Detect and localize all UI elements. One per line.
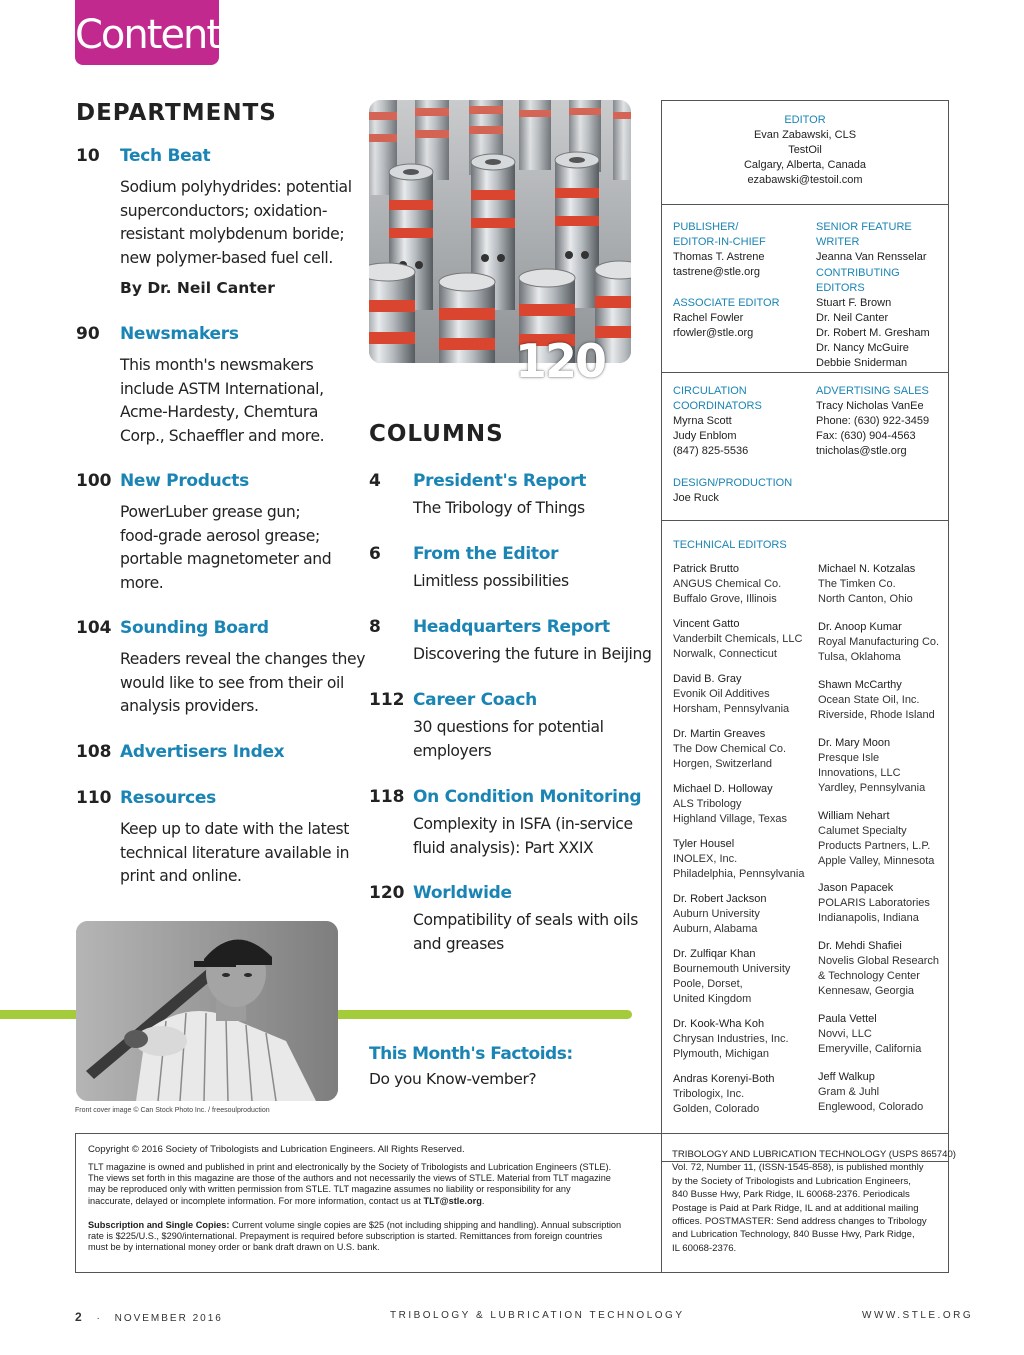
technical-editors-label: TECHNICAL EDITORS [673, 539, 787, 551]
baseball-player-illustration [76, 921, 338, 1101]
tech-editor: Paula Vettel Novvi, LLC Emeryville, California [818, 1013, 922, 1055]
masthead-associate-editor: ASSOCIATE EDITOR Rachel Fowler rfowler@stle.org [673, 297, 780, 339]
column-title-headquarters-report[interactable]: Headquarters Report [413, 617, 610, 637]
tech-editor: Shawn McCarthy Ocean State Oil, Inc. Riverside, Rhode Island [818, 679, 935, 721]
column-page-number: 120 [369, 883, 405, 903]
masthead-box [661, 100, 949, 1162]
column-desc: 30 questions for potential employers [413, 718, 604, 760]
masthead-contributing-editors: CONTRIBUTING EDITORS Stuart F. Brown Dr. Neil Canter Dr. Robert M. Gresham Dr. Nancy McGuire Debbie Sniderman [816, 267, 930, 369]
tech-editor: Michael N. Kotzalas The Timken Co. North Canton, Ohio [818, 563, 916, 605]
baseball-player-photo [76, 921, 338, 1101]
tech-editor: Jason Papacek POLARIS Laboratories Indianapolis, Indiana [818, 882, 930, 924]
column-page-number: 118 [369, 787, 405, 807]
dept-page-number: 104 [76, 618, 112, 638]
tech-editor: Dr. Zulfiqar Khan Bournemouth University Poole, Dorset, United Kingdom [673, 948, 791, 1005]
footer-separator: · [96, 1313, 102, 1324]
tech-editor: Dr. Mehdi Shafiei Novelis Global Research & Technology Center Kennesaw, Georgia [818, 940, 940, 997]
copyright-paragraph: TLT magazine is owned and published in print and electronically by the Society of Tribologists and Lubrication Engineers (STLE). The views set forth in this magazine are those of the authors and not necessarily the views of STLE. Material from TLT magazine may be reproduced only with written permission from STLE. TLT magazine assumes no liability or responsibility for any inaccurate, delayed or incomplete information. For more information, contact us at TLT@stle.org. [88, 1162, 612, 1206]
column-title-presidents-report[interactable]: President's Report [413, 471, 587, 491]
cover-photo-illustration [369, 100, 631, 363]
tech-editor: David B. Gray Evonik Oil Additives Horsham, Pennsylvania [673, 673, 790, 715]
column-desc: Compatibility of seals with oils and greases [413, 911, 638, 953]
tech-editor: Vincent Gatto Vanderbilt Chemicals, LLC Norwalk, Connecticut [673, 618, 803, 660]
column-title-worldwide[interactable]: Worldwide [413, 883, 512, 903]
dept-desc: Sodium polyhydrides: potential superconductors; oxidation- resistant molybdenum boride; new polymer-based fuel cell. [120, 178, 352, 267]
footer-website[interactable]: WWW.STLE.ORG [862, 1310, 974, 1321]
column-page-number: 8 [369, 617, 381, 637]
tech-editor: Dr. Anoop Kumar Royal Manufacturing Co. Tulsa, Oklahoma [818, 621, 940, 663]
dept-desc: PowerLuber grease gun; food-grade aerosol grease; portable magnetometer and more. [120, 503, 332, 592]
cover-image-credit: Front cover image © Can Stock Photo Inc. / freesoulproduction [75, 1107, 270, 1114]
column-desc: The Tribology of Things [413, 499, 585, 517]
masthead-circulation: CIRCULATION COORDINATORS Myrna Scott Judy Enblom (847) 825-5536 [673, 385, 762, 457]
dept-title-advertisers-index[interactable]: Advertisers Index [120, 742, 285, 762]
dept-desc: Keep up to date with the latest technical literature available in print and online. [120, 820, 350, 885]
dept-title-resources[interactable]: Resources [120, 788, 216, 808]
masthead-publisher: PUBLISHER/ EDITOR-IN-CHIEF Thomas T. Astrene tastrene@stle.org [673, 221, 766, 278]
dept-desc: Readers reveal the changes they would like to see from their oil analysis providers. [120, 650, 366, 715]
column-desc: Discovering the future in Beijing [413, 645, 652, 663]
masthead-editor: EDITOR Evan Zabawski, CLS TestOil Calgary, Alberta, Canada ezabawski@testoil.com [743, 114, 867, 186]
tech-editor: Dr. Martin Greaves The Dow Chemical Co. Horgen, Switzerland [673, 728, 787, 770]
dept-desc: This month's newsmakers include ASTM International, Acme-Hardesty, Chemtura Corp., Schaeffler and more. [120, 356, 325, 445]
contact-email[interactable]: TLT@stle.org [423, 1195, 482, 1206]
footer-date: NOVEMBER 2016 [114, 1313, 223, 1324]
column-desc: Limitless possibilities [413, 572, 569, 590]
masthead-advertising-sales: ADVERTISING SALES Tracy Nicholas VanEe Phone: (630) 922-3459 Fax: (630) 904-4563 tnicholas@stle.org [816, 385, 930, 457]
dept-title-tech-beat[interactable]: Tech Beat [120, 146, 211, 166]
column-title-from-the-editor[interactable]: From the Editor [413, 544, 559, 564]
copyright-line: Copyright © 2016 Society of Tribologists and Lubrication Engineers. All Rights Reserved. [88, 1144, 465, 1155]
tech-editor: Michael D. Holloway ALS Tribology Highland Village, Texas [673, 783, 787, 825]
cover-page-number: 120 [515, 334, 606, 388]
dept-page-number: 110 [76, 788, 112, 808]
tech-editor: William Nehart Calumet Specialty Products Partners, L.P. Apple Valley, Minnesota [818, 810, 935, 867]
copyright-divider [661, 1133, 662, 1273]
factoids-title[interactable]: This Month's Factoids: [369, 1044, 573, 1064]
tech-editor: Jeff Walkup Gram & Juhl Englewood, Colorado [818, 1071, 924, 1113]
dept-author: By Dr. Neil Canter [120, 279, 275, 297]
tech-editor: Dr. Robert Jackson Auburn University Auburn, Alabama [673, 893, 767, 935]
cover-photo [369, 100, 631, 363]
dept-title-sounding-board[interactable]: Sounding Board [120, 618, 269, 638]
tech-editor: Dr. Mary Moon Presque Isle Innovations, LLC Yardley, Pennsylvania [818, 737, 926, 794]
tech-editor: Patrick Brutto ANGUS Chemical Co. Buffalo Grove, Illinois [673, 563, 782, 605]
column-page-number: 112 [369, 690, 405, 710]
masthead-divider [662, 520, 948, 521]
departments-heading: DEPARTMENTS [76, 100, 277, 126]
column-page-number: 4 [369, 471, 381, 491]
masthead-divider [662, 204, 948, 205]
dept-page-number: 100 [76, 471, 112, 491]
tech-editor: Dr. Kook-Wha Koh Chrysan Industries, Inc. Plymouth, Michigan [673, 1018, 789, 1060]
footer-page-info [75, 1310, 223, 1324]
contents-tab: Contents [75, 0, 219, 65]
dept-title-newsmakers[interactable]: Newsmakers [120, 324, 239, 344]
column-title-on-condition-monitoring[interactable]: On Condition Monitoring [413, 787, 642, 807]
postal-statement: TRIBOLOGY AND LUBRICATION TECHNOLOGY (USPS 865740) Vol. 72, Number 11, (ISSN-1545-858), is published monthly by the Society of Tribologists and Lubrication Engineers, 840 Busse Hwy, Park Ridge, IL 60068-2376. Periodicals Postage is Paid at Park Ridge, IL and at additional mailing offices. POSTMASTER: Send address changes to Tribology and Lubrication Technology, 840 Busse Hwy, Park Ridge, IL 60068-2376. [672, 1149, 956, 1254]
masthead-divider [662, 372, 948, 373]
tech-editor: Tyler Housel INOLEX, Inc. Philadelphia, Pennsylvania [673, 838, 805, 880]
tech-editor: Andras Korenyi-Both Tribologix, Inc. Golden, Colorado [673, 1073, 775, 1115]
column-desc: Complexity in ISFA (in-service fluid analysis): Part XXIX [413, 815, 633, 857]
dept-title-new-products[interactable]: New Products [120, 471, 249, 491]
footer-magazine-title: TRIBOLOGY & LUBRICATION TECHNOLOGY [390, 1310, 685, 1321]
column-title-career-coach[interactable]: Career Coach [413, 690, 537, 710]
factoids-desc: Do you Know-vember? [369, 1070, 537, 1088]
dept-page-number: 90 [76, 324, 100, 344]
masthead-design-production: DESIGN/PRODUCTION Joe Ruck [673, 477, 793, 504]
masthead-senior-writer: SENIOR FEATURE WRITER Jeanna Van Rensselar [816, 221, 927, 263]
dept-page-number: 10 [76, 146, 100, 166]
dept-page-number: 108 [76, 742, 112, 762]
column-page-number: 6 [369, 544, 381, 564]
columns-heading: COLUMNS [369, 421, 504, 447]
footer-page-number: 2 [75, 1310, 84, 1324]
subscription-paragraph: Subscription and Single Copies: Current volume single copies are $25 (not including shipping and handling). Annual subscription rate is $225/U.S., $290/international. Prepayment is required before subscription is started. Remittances from foreign countries must be by international money order or bank draft drawn on U.S. bank. [88, 1220, 622, 1253]
